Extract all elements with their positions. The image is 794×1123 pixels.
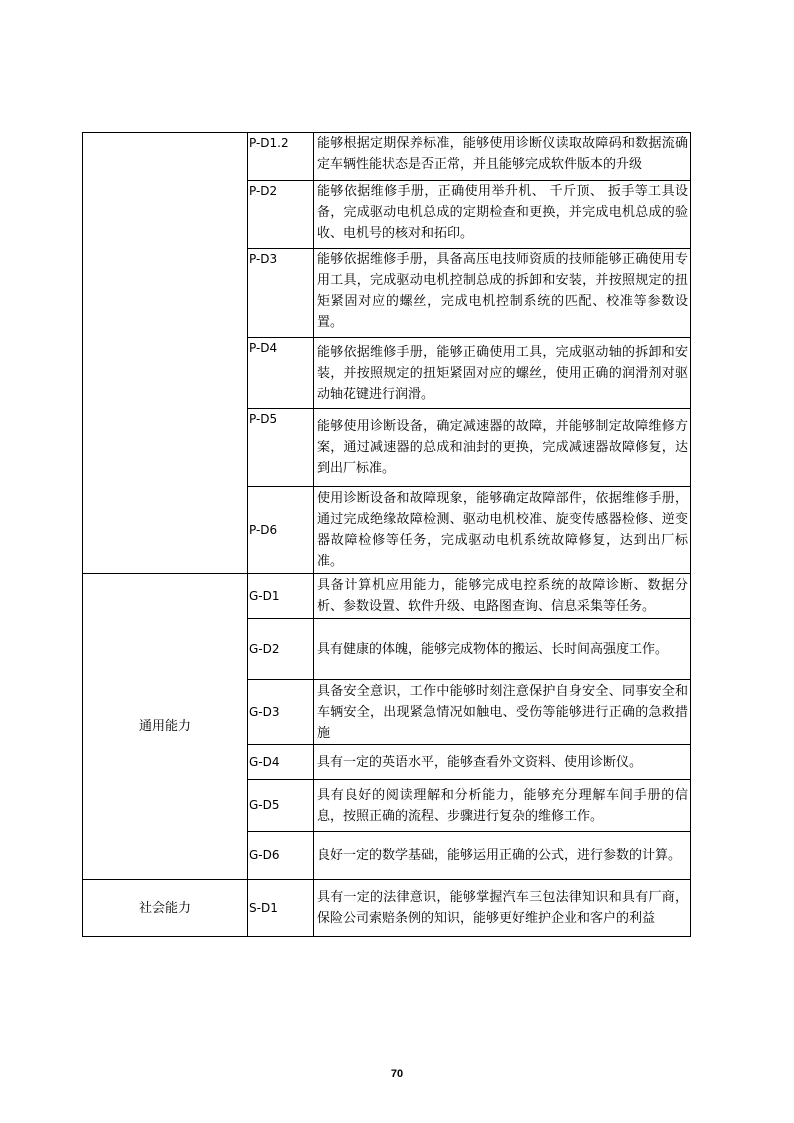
code-cell: G-D2 bbox=[248, 619, 314, 680]
table-row bbox=[83, 133, 691, 181]
category-cell: 社会能力 bbox=[83, 880, 248, 937]
code-cell: G-D4 bbox=[248, 745, 314, 780]
description-cell: 具备计算机应用能力，能够完成电控系统的故障诊断、数据分析、参数设置、软件升级、电路图查询、信息采集等任务。 bbox=[314, 574, 691, 619]
code-cell: P-D5 bbox=[248, 409, 314, 487]
code-cell: P-D3 bbox=[248, 249, 314, 338]
code-cell: G-D6 bbox=[248, 832, 314, 880]
description-cell: 良好一定的数学基础，能够运用正确的公式，进行参数的计算。 bbox=[314, 832, 691, 880]
category-cell bbox=[83, 133, 248, 574]
table-row bbox=[83, 880, 691, 937]
description-cell: 能够依据维修手册，具备高压电技师资质的技师能够正确使用专用工具，完成驱动电机控制总成的拆卸和安装，并按照规定的扭矩紧固对应的螺丝，完成电机控制系统的匹配、校准等参数设置。 bbox=[314, 249, 691, 338]
code-cell: G-D5 bbox=[248, 780, 314, 832]
description-cell: 使用诊断设备和故障现象，能够确定故障部件，依据维修手册，通过完成绝缘故障检测、驱动电机校准、旋变传感器检修、逆变器故障检修等任务，完成驱动电机系统故障修复，达到出厂标准。 bbox=[314, 487, 691, 574]
code-cell: G-D1 bbox=[248, 574, 314, 619]
page-number: 70 bbox=[390, 1068, 404, 1080]
description-cell: 具有一定的英语水平，能够查看外文资料、使用诊断仪。 bbox=[314, 745, 691, 780]
code-cell: S-D1 bbox=[248, 880, 314, 937]
code-cell: P-D4 bbox=[248, 338, 314, 409]
description-cell: 能够根据定期保养标准，能够使用诊断仪读取故障码和数据流确定车辆性能状态是否正常，并且能够完成软件版本的升级 bbox=[314, 133, 691, 181]
code-cell: P-D2 bbox=[248, 181, 314, 249]
code-cell: P-D1.2 bbox=[248, 133, 314, 181]
description-cell: 具有一定的法律意识，能够掌握汽车三包法律知识和具有厂商，保险公司索赔条例的知识，能够更好维护企业和客户的利益 bbox=[314, 880, 691, 937]
description-cell: 能够使用诊断设备，确定减速器的故障，并能够制定故障维修方案，通过减速器的总成和油封的更换，完成减速器故障修复，达到出厂标准。 bbox=[314, 409, 691, 487]
code-cell: G-D3 bbox=[248, 680, 314, 745]
description-cell: 具有健康的体魄，能够完成物体的搬运、长时间高强度工作。 bbox=[314, 619, 691, 680]
description-cell: 能够依据维修手册，正确使用举升机、 千斤顶、 扳手等工具设备，完成驱动电机总成的定期检查和更换，并完成电机总成的验收、电机号的核对和拓印。 bbox=[314, 181, 691, 249]
competency-table bbox=[82, 132, 691, 937]
description-cell: 能够依据维修手册，能够正确使用工具，完成驱动轴的拆卸和安装，并按照规定的扭矩紧固对应的螺丝，使用正确的润滑剂对驱动轴花键进行润滑。 bbox=[314, 338, 691, 409]
description-cell: 具有良好的阅读理解和分析能力，能够充分理解车间手册的信息，按照正确的流程、步骤进行复杂的维修工作。 bbox=[314, 780, 691, 832]
table-row bbox=[83, 574, 691, 619]
category-cell: 通用能力 bbox=[83, 574, 248, 880]
description-cell: 具备安全意识，工作中能够时刻注意保护自身安全、同事安全和车辆安全，出现紧急情况如触电、受伤等能够进行正确的急救措施 bbox=[314, 680, 691, 745]
code-cell: P-D6 bbox=[248, 487, 314, 574]
